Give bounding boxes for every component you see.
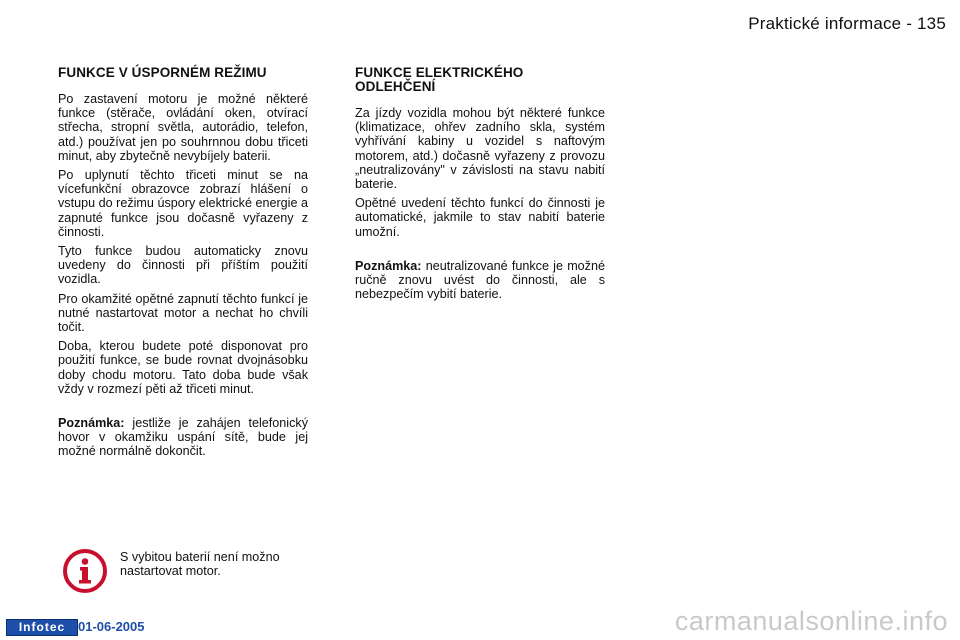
- economy-paragraph-1: Po zastavení motoru je možné některé funkce (stěrače, ovládání oken, otvírací střecha, stropní světla, autorádio, telefon, atd.) používat jen po souhrnnou dobu třiceti minut, aby zbytečně nevybíjely baterii.: [58, 92, 308, 163]
- load-shedding-note: [355, 259, 605, 302]
- load-shedding-heading: FUNKCE ELEKTRICKÉHO ODLEHČENÍ: [355, 65, 524, 94]
- load-shedding-note-label: Poznámka:: [355, 258, 422, 273]
- load-shedding-paragraph-2: Opětné uvedení těchto funkcí do činnosti je automatické, jakmile to stav nabití baterie umožní.: [355, 196, 605, 239]
- watermark: carmanualsonline.info: [674, 606, 948, 636]
- economy-paragraph-5: Doba, kterou budete poté disponovat pro použití funkce, se bude rovnat dvojnásobku doby chodu motoru. Tato doba bude však vždy v rozmezí pěti až třiceti minut.: [58, 339, 308, 396]
- load-shedding-paragraph-1: Za jízdy vozidla mohou být některé funkce (klimatizace, ohřev zadního skla, systém vyhřívání kabiny u vozidel s naftovým motorem, atd.) dočasně vyřazeny z provozu „neutralizovány" v závislosti na stavu nabití baterie.: [355, 106, 605, 192]
- footer-date: 01-06-2005: [78, 619, 145, 634]
- info-text: S vybitou baterií není možno nastartovat motor.: [120, 550, 280, 578]
- economy-mode-section: [58, 66, 308, 464]
- page-header: Praktické informace - 135: [748, 14, 946, 33]
- economy-paragraph-2: Po uplynutí těchto třiceti minut se na vícefunkční obrazovce zobrazí hlášení o vstupu do režimu úspory elektrické energie a zapnuté funkce jsou dočasně vyřazeny z činnosti.: [58, 168, 308, 239]
- economy-note: [58, 416, 308, 459]
- info-callout: [62, 548, 312, 594]
- load-shedding-note-text: neutralizované funkce je možné ručně znovu uvést do činnosti, ale s nebezpečím vybití baterie.: [355, 258, 605, 302]
- economy-paragraph-4: Pro okamžité opětné zapnutí těchto funkcí je nutné nastartovat motor a nechat ho chvíli točit.: [58, 291, 308, 335]
- economy-paragraph-3: Tyto funkce budou automaticky znovu uvedeny do činnosti při příštím použití vozidla.: [58, 244, 308, 287]
- economy-note-label: Poznámka:: [58, 416, 125, 431]
- load-shedding-section: [355, 66, 605, 306]
- economy-note-text: jestliže je zahájen telefonický hovor v okamžiku uspání sítě, bude jej možné normálně dokončit.: [58, 416, 308, 459]
- info-icon: [62, 548, 108, 594]
- economy-mode-heading: FUNKCE V ÚSPORNÉM REŽIMU: [58, 65, 267, 80]
- infotec-logo: Infotec: [6, 619, 78, 636]
